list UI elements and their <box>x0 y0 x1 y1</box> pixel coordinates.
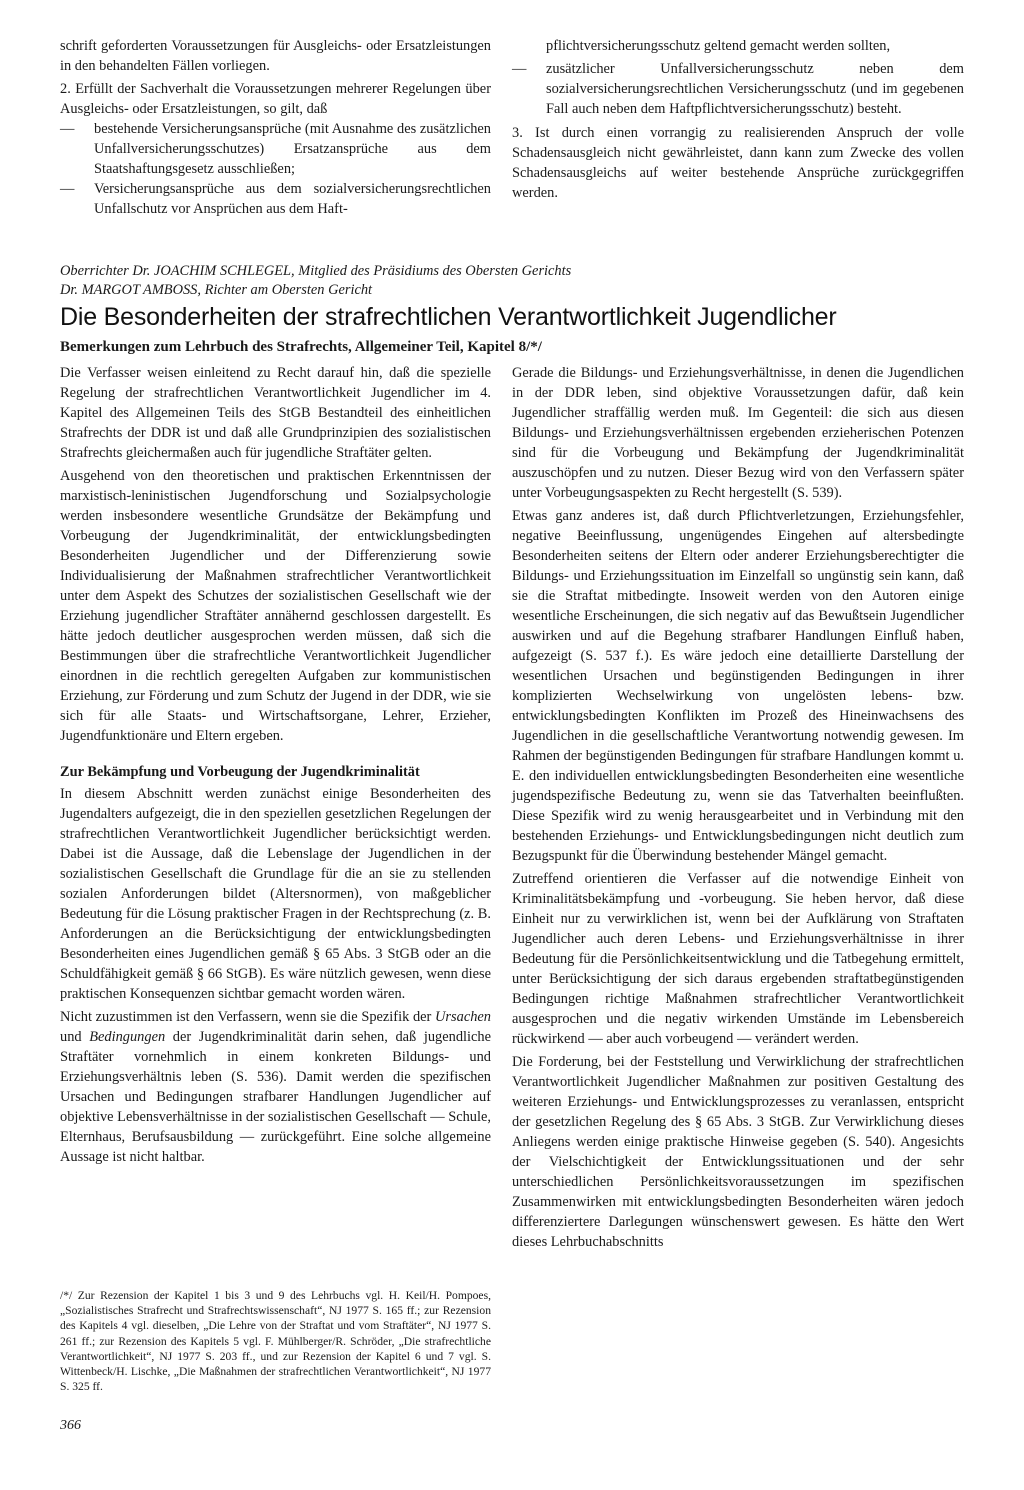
paragraph: Die Forderung, bei der Feststellung und Verwirklichung der strafrechtlichen Verantwortlichkeit Jugendlicher Maßnahmen zur positiven Gestaltung des weiteren Erziehungs- und Entwicklungsprozesses zu veranlassen, entspricht der gesetzlichen Regelung des § 65 Abs. 3 StGB. Zur Verwirklichung dieses Anliegens werden einige praktische Hinweise gegeben (S. 540). Angesichts der Vielschichtigkeit der Entwicklungssituationen und der sehr unterschiedlichen Persönlichkeitsvoraussetzungen im spezifischen Zusammenwirken mit entwicklungsbedingten Besonderheiten wären jedoch differenziertere Darlegungen wünschenswert gewesen. Es hätte den Wert dieses Lehrbuchabschnitts <box>512 1054 964 1250</box>
list-item-text: zusätzlicher Unfallversicherungsschutz neben dem sozialversicherungsrechtlichen Versicherungsschutz (und im gegebenen Fall auch neben dem Haftpflichtversicherungsschutz) besteht. <box>546 61 964 117</box>
paragraph: 2. Erfüllt der Sachverhalt die Voraussetzungen mehrerer Regelungen über Ausgleichs- oder Ersatzleistungen, so gilt, daß <box>60 81 491 117</box>
paragraph: 3. Ist durch einen vorrangig zu realisierenden Anspruch der volle Schadensausgleich nicht gewährleistet, dann kann zum Zwecke des vollen Schadensausgleichs auf weiter bestehende Ansprüche zurückgegriffen werden. <box>512 125 964 201</box>
dash-list <box>60 119 491 219</box>
list-item-text: Versicherungsansprüche aus dem sozialversicherungsrechtlichen Unfallschutz vor Ansprüchen aus dem Haft- <box>94 181 491 217</box>
author-line: Dr. MARGOT AMBOSS, Richter am Obersten Gericht <box>60 282 373 298</box>
dash-marker: — <box>60 121 75 137</box>
dash-marker: — <box>512 61 527 77</box>
paragraph: In diesem Abschnitt werden zunächst einige Besonderheiten des Jugendalters aufgezeigt, die in den speziellen gesetzlichen Regelungen der strafrechtlichen Verantwortlichkeit Jugendlicher berücksichtigt werden. Dabei ist die Aussage, daß die Lebenslage der Jugendlichen in der sozialistischen Gesellschaft die Grundlage für die an sie zu stellenden sozialen Anforderungen bildet (Altersnormen), von maßgeblicher Bedeutung für die Lösung praktischer Fragen in der Rechtsprechung (z. B. Anforderungen an die Berücksichtigung der entwicklungsbedingten Besonderheiten eines Jugendlichen gemäß § 65 Abs. 3 StGB oder an die Schuldfähigkeit gemäß § 66 StGB). Es wäre nützlich gewesen, wenn diese praktischen Konsequenzen sichtbar gemacht worden wären. <box>60 786 491 1002</box>
emphasis: Bedingungen <box>89 1029 166 1045</box>
text-run: Nicht zuzustimmen ist den Verfassern, wenn sie die Spezifik der <box>60 1009 436 1025</box>
top-right-column <box>512 36 964 206</box>
dash-list <box>512 59 964 119</box>
paragraph <box>60 1007 491 1167</box>
emphasis: Ursachen <box>435 1009 491 1025</box>
paragraph: Etwas ganz anderes ist, daß durch Pflichtverletzungen, Erziehungsfehler, negative Beeinflussung, ungenügendes Eingehen auf altersbedingte Besonderheiten seitens der Eltern oder anderer Erziehungsberechtigter die Bildungs- und Erziehungssituation im Einzelfall so ungünstig sein kann, daß sie die Straftat mitbedingte. Insoweit werden von den Autoren einige wesentliche Erscheinungen, die sich negativ auf das Bewußtsein Jugendlicher auswirken und auf die Begehung strafbarer Handlungen Einfluß haben, aufgezeigt (S. 537 f.). Es wäre jedoch eine detaillierte Darstellung der wesentlichen Ursachen und begünstigenden Bedingungen in ihrer komplizierten Wechselwirkung von ungelösten lebens- bzw. entwicklungsbedingten Konflikten im Prozeß des Hineinwachsens des Jugendlichen in die gesellschaftliche Verantwortung notwendig gewesen. Im Rahmen der begünstigenden Bedingungen für strafbare Handlungen kommt u. E. den individuellen entwicklungsbedingten Besonderheiten eine wesentliche jugendspezifische Bedeutung zu, wenn sie das Tatverhalten beeinflußten. Diese Spezifik wird zu wenig herausgearbeitet und in Verbindung mit den bestehenden Erziehungs- und Entwicklungsbedingungen nicht deutlich zum Bezugspunkt für die Überwindung bestehender Mängel gemacht. <box>512 508 964 864</box>
list-item <box>60 179 491 219</box>
author-line: Oberrichter Dr. JOACHIM SCHLEGEL, Mitglied des Präsidiums des Obersten Gerichts <box>60 263 572 279</box>
list-item <box>512 59 964 119</box>
text-run: der Jugendkriminalität darin sehen, daß jugendliche Straftäter vornehmlich in einem konkreten Bildungs- und Erziehungsverhältnis leben (S. 536). Damit werden die spezifischen Ursachen und Bedingungen strafbarer Handlungen Jugendlicher auf objektive Lebensverhältnisse in der sozialistischen Gesellschaft — Schule, Elternhaus, Berufsausbildung — zurückgeführt. Eine solche allgemeine Aussage ist nicht haltbar. <box>60 1029 492 1165</box>
paragraph: Zutreffend orientieren die Verfasser auf die notwendige Einheit von Kriminalitätsbekämpfung und -vorbeugung. Sie heben hervor, daß diese Einheit nur zu verwirklichen ist, wenn bei der Aufklärung von Straftaten Jugendlicher auch deren Lebens- und Erziehungsverhältnisse in ihrer Bedeutung für die Persönlichkeitsentwicklung und die Tatbegehung ermittelt, unter Berücksichtigung der sich daraus ergebenden straftatbegünstigenden Bedingungen richtige Maßnahmen strafrechtlicher Verantwortlichkeit ausgesprochen und die negativ wirkenden Umstände im Lebensbereich rückwirkend — aber auch vorbeugend — verändert werden. <box>512 871 964 1047</box>
list-item <box>60 119 491 179</box>
paragraph: Gerade die Bildungs- und Erziehungsverhältnisse, in denen die Jugendlichen in der DDR leben, sind objektive Voraussetzungen dafür, daß kein Jugendlicher straffällig werden muß. Im Gegenteil: die sich aus diesen Bildungs- und Erziehungsverhältnissen ergebenden erzieherischen Potenzen sind für die Vorbeugung und Bekämpfung der Jugendkriminalität auszuschöpfen und zu nutzen. Dieser Bezug wird von den Verfassern später unter Vorbeugungsaspekten zu Recht hergestellt (S. 539). <box>512 365 964 501</box>
paragraph: schrift geforderten Voraussetzungen für Ausgleichs- oder Ersatzleistungen in den behandelten Fällen vorliegen. <box>60 38 491 74</box>
paragraph: Die Verfasser weisen einleitend zu Recht darauf hin, daß die spezielle Regelung der strafrechtlichen Verantwortlichkeit Jugendlicher im 4. Kapitel des Allgemeinen Teils des StGB Bestandteil des einheitlichen Strafrechts der DDR ist und daß alle Grundprinzipien des sozialistischen Strafrechts gleichermaßen auch für jugendliche Straftäter gelten. <box>60 365 491 461</box>
paragraph: pflichtversicherungsschutz geltend gemacht werden sollten, <box>546 38 891 54</box>
footnote: /*/ Zur Rezension der Kapitel 1 bis 3 und 9 des Lehrbuchs vgl. H. Keil/H. Pompoes, „Sozialistisches Strafrecht und Strafrechtswissenschaft“, NJ 1977 S. 165 ff.; zur Rezension des Kapitels 4 vgl. dieselben, „Die Lehre von der Straftat und vom Straftäter“, NJ 1977 S. 261 ff.; zur Rezension des Kapitels 5 vgl. F. Mühlberger/R. Schröder, „Die strafrechtliche Verantwortlichkeit“, NJ 1977 S. 203 ff., und zur Rezension der Kapitel 6 und 7 vgl. S. Wittenbeck/H. Lischke, „Die Maßnahmen der strafrechtlichen Verantwortlichkeit“, NJ 1977 S. 325 ff. <box>60 1289 491 1394</box>
text-run: und <box>60 1029 90 1045</box>
page-number: 366 <box>60 1418 81 1433</box>
section-heading: Zur Bekämpfung und Vorbeugung der Jugendkriminalität <box>60 764 420 780</box>
list-item-text: bestehende Versicherungsansprüche (mit Ausnahme des zusätzlichen Unfallversicherungsschutzes) Ersatzansprüche aus dem Staatshaftungsgesetz ausschließen; <box>94 121 491 177</box>
main-right-column <box>512 363 964 1255</box>
main-left-column <box>60 363 491 1170</box>
top-left-column <box>60 36 491 219</box>
paragraph: Ausgehend von den theoretischen und praktischen Erkenntnissen der marxistisch-leninistischen Jugendforschung und Sozialpsychologie werden insbesondere wesentliche Grundsätze der Bekämpfung und Vorbeugung der Jugendkriminalität, der entwicklungsbedingten Besonderheiten Jugendlicher und der Differenzierung sowie Individualisierung der Maßnahmen strafrechtlicher Verantwortlichkeit unter dem Aspekt des Schutzes der sozialistischen Gesellschaft wie der Erziehung jugendlicher Straftäter annähernd geschlossen dargestellt. Es hätte jedoch deutlicher ausgesprochen werden müssen, daß sich die Bestimmungen über die strafrechtliche Verantwortlichkeit Jugendlicher einordnen in die rechtlich geregelten Aufgaben zur kommunistischen Erziehung, zur Förderung und zum Schutz der Jugend in der DDR, wie sie sich für alle Staats- und Wirtschaftsorgane, Lehrer, Erzieher, Jugendfunktionäre und Eltern ergeben. <box>60 468 491 744</box>
article-subtitle: Bemerkungen zum Lehrbuch des Strafrechts, Allgemeiner Teil, Kapitel 8/*/ <box>60 339 542 355</box>
author-lines <box>60 262 980 300</box>
article-title: Die Besonderheiten der strafrechtlichen Verantwortlichkeit Jugendlicher <box>60 303 837 331</box>
dash-marker: — <box>60 181 75 197</box>
